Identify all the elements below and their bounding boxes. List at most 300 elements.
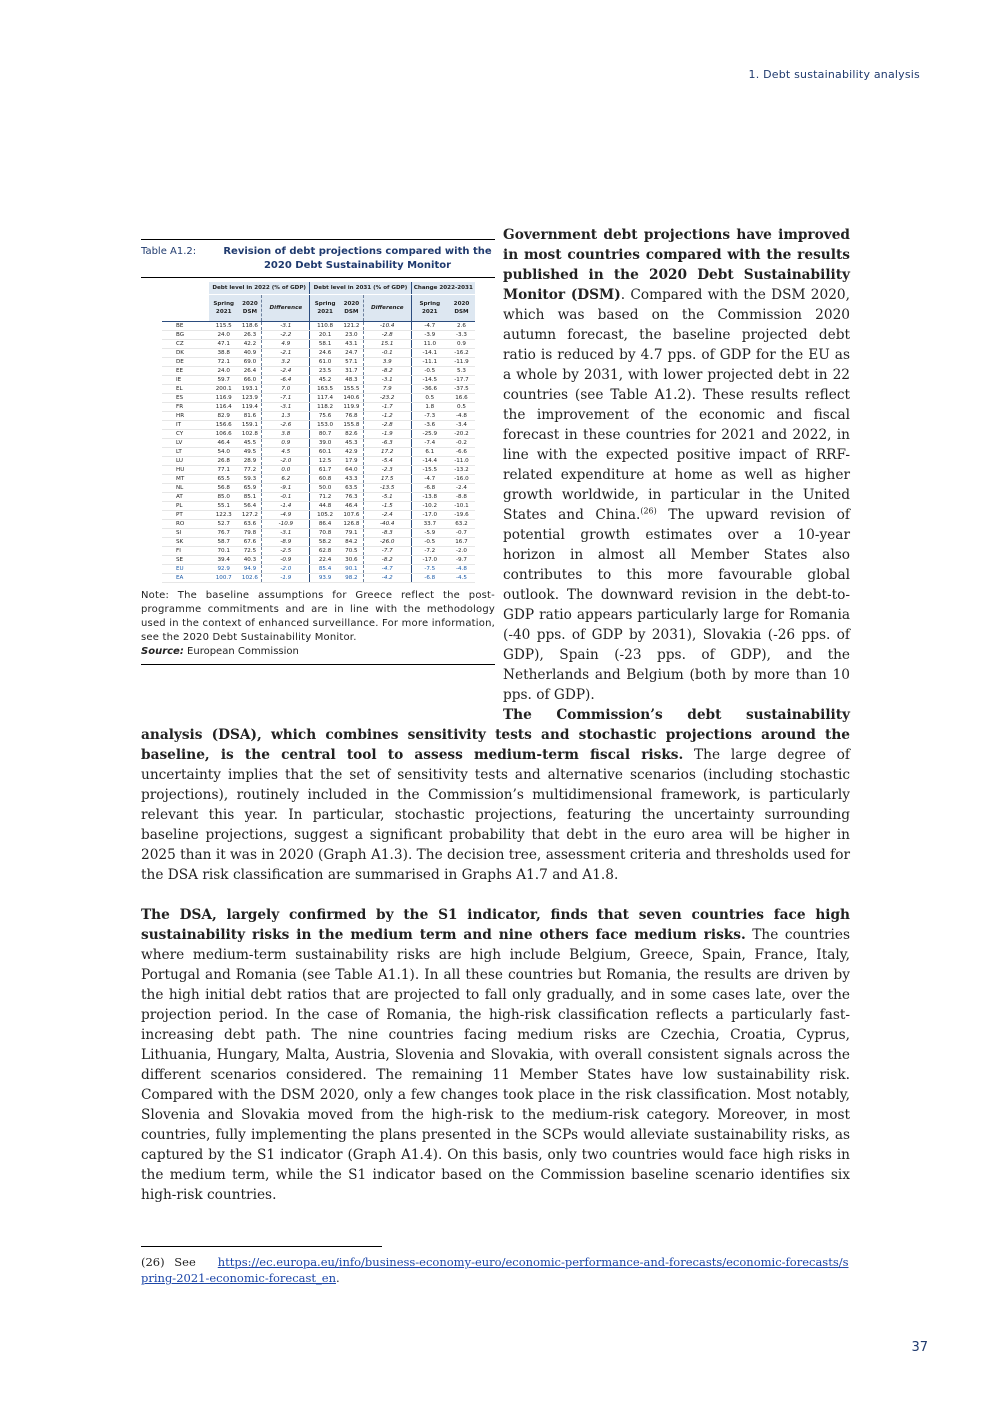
value-cell: -2.4 bbox=[262, 367, 310, 376]
col-2020-dsm: 2020 DSM bbox=[448, 295, 475, 322]
table-row bbox=[162, 403, 475, 412]
value-cell: 67.6 bbox=[238, 538, 261, 547]
value-cell: -8.2 bbox=[363, 367, 411, 376]
country-code-cell: EU bbox=[162, 565, 209, 574]
value-cell: 63.5 bbox=[340, 484, 363, 493]
value-cell: 92.9 bbox=[209, 565, 238, 574]
value-cell: 47.1 bbox=[209, 340, 238, 349]
value-cell: -0.2 bbox=[448, 439, 475, 448]
value-cell: -2.4 bbox=[448, 484, 475, 493]
country-code-cell: LV bbox=[162, 439, 209, 448]
value-cell: 100.7 bbox=[209, 574, 238, 583]
value-cell: -2.3 bbox=[363, 466, 411, 475]
value-cell: -6.3 bbox=[363, 439, 411, 448]
footnote-26 bbox=[141, 1254, 851, 1286]
value-cell: 0.5 bbox=[411, 394, 448, 403]
value-cell: 200.1 bbox=[209, 385, 238, 394]
value-cell: -2.8 bbox=[363, 331, 411, 340]
value-cell: -1.5 bbox=[363, 502, 411, 511]
value-cell: -10.2 bbox=[411, 502, 448, 511]
value-cell: -8.8 bbox=[448, 493, 475, 502]
country-code-cell: DK bbox=[162, 349, 209, 358]
table-row bbox=[162, 448, 475, 457]
value-cell: -37.5 bbox=[448, 385, 475, 394]
value-cell: 4.5 bbox=[262, 448, 310, 457]
value-cell: -4.8 bbox=[448, 412, 475, 421]
value-cell: -14.1 bbox=[411, 349, 448, 358]
table-bottom-rule bbox=[141, 664, 495, 665]
para2-text: The large degree of uncertainty implies that the set of sensitivity tests and alternative scenarios (including stochastic projections), routinely included in the Commission’s multidimensional framework, is particularly relevant this year. In particular, stochastic projections, featuring the uncertainty surrounding baseline projections, suggest a significant probability that debt in the euro area will be higher in 2025 than it was in 2020 (Graph A1.3). The decision tree, assessment criteria and thresholds used for the DSA risk classification are summarised in Graphs A1.7 and A1.8. bbox=[141, 747, 850, 883]
table-caption bbox=[141, 245, 495, 273]
col-2020-dsm: 2020 DSM bbox=[238, 295, 261, 322]
value-cell: 40.9 bbox=[238, 349, 261, 358]
country-code-cell: CZ bbox=[162, 340, 209, 349]
table-row bbox=[162, 331, 475, 340]
value-cell: 80.7 bbox=[310, 430, 340, 439]
value-cell: -11.0 bbox=[448, 457, 475, 466]
country-code-cell: IT bbox=[162, 421, 209, 430]
value-cell: -6.8 bbox=[411, 574, 448, 583]
value-cell: 116.4 bbox=[209, 403, 238, 412]
value-cell: 43.3 bbox=[340, 475, 363, 484]
debt-projection-table bbox=[162, 282, 475, 583]
value-cell: 50.0 bbox=[310, 484, 340, 493]
value-cell: 126.8 bbox=[340, 520, 363, 529]
value-cell: 39.4 bbox=[209, 556, 238, 565]
paragraph-debt-projections bbox=[503, 225, 850, 705]
table-a1-2 bbox=[141, 239, 495, 665]
value-cell: 38.8 bbox=[209, 349, 238, 358]
value-cell: -20.2 bbox=[448, 430, 475, 439]
value-cell: 85.1 bbox=[238, 493, 261, 502]
value-cell: 127.2 bbox=[238, 511, 261, 520]
value-cell: 72.1 bbox=[209, 358, 238, 367]
value-cell: -5.1 bbox=[363, 493, 411, 502]
running-header: 1. Debt sustainability analysis bbox=[748, 68, 920, 81]
value-cell: 12.5 bbox=[310, 457, 340, 466]
value-cell: 55.1 bbox=[209, 502, 238, 511]
footnote-see: See bbox=[174, 1255, 196, 1269]
value-cell: 58.2 bbox=[310, 538, 340, 547]
value-cell: 20.1 bbox=[310, 331, 340, 340]
country-code-cell: EA bbox=[162, 574, 209, 583]
footnote-rule bbox=[141, 1246, 382, 1247]
value-cell: -26.0 bbox=[363, 538, 411, 547]
value-cell: 1.8 bbox=[411, 403, 448, 412]
value-cell: 61.7 bbox=[310, 466, 340, 475]
value-cell: 155.8 bbox=[340, 421, 363, 430]
value-cell: 42.2 bbox=[238, 340, 261, 349]
value-cell: 98.2 bbox=[340, 574, 363, 583]
table-row bbox=[162, 484, 475, 493]
value-cell: -23.2 bbox=[363, 394, 411, 403]
value-cell: 42.9 bbox=[340, 448, 363, 457]
value-cell: 24.7 bbox=[340, 349, 363, 358]
value-cell: 119.4 bbox=[238, 403, 261, 412]
col-spring-2021: Spring 2021 bbox=[310, 295, 340, 322]
value-cell: 76.7 bbox=[209, 529, 238, 538]
value-cell: -4.9 bbox=[262, 511, 310, 520]
value-cell: 60.1 bbox=[310, 448, 340, 457]
value-cell: 64.0 bbox=[340, 466, 363, 475]
footnote-marker: (26) bbox=[141, 1255, 165, 1269]
value-cell: -17.0 bbox=[411, 556, 448, 565]
value-cell: 94.9 bbox=[238, 565, 261, 574]
value-cell: 58.7 bbox=[209, 538, 238, 547]
value-cell: 84.2 bbox=[340, 538, 363, 547]
table-caption-rule bbox=[141, 277, 495, 278]
value-cell: 76.8 bbox=[340, 412, 363, 421]
col-difference: Difference bbox=[262, 295, 310, 322]
country-code-cell: RO bbox=[162, 520, 209, 529]
value-cell: 24.6 bbox=[310, 349, 340, 358]
value-cell: 44.8 bbox=[310, 502, 340, 511]
value-cell: 115.5 bbox=[209, 322, 238, 331]
value-cell: 63.2 bbox=[448, 520, 475, 529]
value-cell: 159.1 bbox=[238, 421, 261, 430]
value-cell: -7.5 bbox=[411, 565, 448, 574]
value-cell: 59.3 bbox=[238, 475, 261, 484]
table-row bbox=[162, 493, 475, 502]
table-row bbox=[162, 376, 475, 385]
table-row bbox=[162, 556, 475, 565]
value-cell: -4.7 bbox=[411, 322, 448, 331]
value-cell: 70.5 bbox=[340, 547, 363, 556]
value-cell: 69.0 bbox=[238, 358, 261, 367]
value-cell: 33.7 bbox=[411, 520, 448, 529]
table-row bbox=[162, 367, 475, 376]
table-source bbox=[141, 645, 495, 659]
country-code-cell: BG bbox=[162, 331, 209, 340]
country-code-cell: BE bbox=[162, 322, 209, 331]
value-cell: -7.4 bbox=[411, 439, 448, 448]
value-cell: -5.9 bbox=[411, 529, 448, 538]
value-cell: 4.9 bbox=[262, 340, 310, 349]
value-cell: 105.2 bbox=[310, 511, 340, 520]
value-cell: 0.9 bbox=[262, 439, 310, 448]
table-title: Revision of debt projections compared with the 2020 Debt Sustainability Monitor bbox=[223, 246, 492, 271]
country-code-cell: AT bbox=[162, 493, 209, 502]
col-spring-2021: Spring 2021 bbox=[411, 295, 448, 322]
value-cell: 82.6 bbox=[340, 430, 363, 439]
value-cell: 6.1 bbox=[411, 448, 448, 457]
value-cell: 71.2 bbox=[310, 493, 340, 502]
col-2020-dsm: 2020 DSM bbox=[340, 295, 363, 322]
value-cell: 3.9 bbox=[363, 358, 411, 367]
table-row bbox=[162, 358, 475, 367]
value-cell: 45.5 bbox=[238, 439, 261, 448]
value-cell: 118.6 bbox=[238, 322, 261, 331]
value-cell: 7.0 bbox=[262, 385, 310, 394]
table-body bbox=[162, 322, 475, 583]
table-row bbox=[162, 439, 475, 448]
value-cell: 46.4 bbox=[209, 439, 238, 448]
value-cell: -4.2 bbox=[363, 574, 411, 583]
value-cell: -0.1 bbox=[363, 349, 411, 358]
value-cell: 59.7 bbox=[209, 376, 238, 385]
value-cell: -15.5 bbox=[411, 466, 448, 475]
value-cell: -10.9 bbox=[262, 520, 310, 529]
value-cell: 193.1 bbox=[238, 385, 261, 394]
paragraph-dsa-risks bbox=[141, 905, 850, 1205]
value-cell: 81.6 bbox=[238, 412, 261, 421]
value-cell: 0.5 bbox=[448, 403, 475, 412]
value-cell: -0.5 bbox=[411, 367, 448, 376]
value-cell: 77.2 bbox=[238, 466, 261, 475]
paragraph-dsa-tool bbox=[141, 705, 850, 885]
table-row bbox=[162, 340, 475, 349]
value-cell: 156.6 bbox=[209, 421, 238, 430]
value-cell: -16.2 bbox=[448, 349, 475, 358]
value-cell: 40.3 bbox=[238, 556, 261, 565]
value-cell: 70.1 bbox=[209, 547, 238, 556]
value-cell: -0.5 bbox=[411, 538, 448, 547]
table-row bbox=[162, 412, 475, 421]
group-header-2022: Debt level in 2022 (% of GDP) bbox=[209, 282, 310, 295]
value-cell: -3.1 bbox=[262, 322, 310, 331]
value-cell: 7.9 bbox=[363, 385, 411, 394]
value-cell: 106.6 bbox=[209, 430, 238, 439]
value-cell: -14.4 bbox=[411, 457, 448, 466]
value-cell: 31.7 bbox=[340, 367, 363, 376]
value-cell: 26.8 bbox=[209, 457, 238, 466]
value-cell: 77.1 bbox=[209, 466, 238, 475]
table-row bbox=[162, 502, 475, 511]
country-code-cell: LT bbox=[162, 448, 209, 457]
value-cell: -7.1 bbox=[262, 394, 310, 403]
value-cell: -1.2 bbox=[363, 412, 411, 421]
value-cell: 117.4 bbox=[310, 394, 340, 403]
value-cell: -7.3 bbox=[411, 412, 448, 421]
value-cell: 107.6 bbox=[340, 511, 363, 520]
value-cell: -3.6 bbox=[411, 421, 448, 430]
value-cell: -3.9 bbox=[411, 331, 448, 340]
value-cell: 24.0 bbox=[209, 331, 238, 340]
page-number: 37 bbox=[911, 1340, 928, 1355]
value-cell: 39.0 bbox=[310, 439, 340, 448]
value-cell: 48.3 bbox=[340, 376, 363, 385]
country-code-cell: EL bbox=[162, 385, 209, 394]
table-row bbox=[162, 322, 475, 331]
value-cell: 16.7 bbox=[448, 538, 475, 547]
value-cell: 15.1 bbox=[363, 340, 411, 349]
value-cell: 163.5 bbox=[310, 385, 340, 394]
value-cell: 153.0 bbox=[310, 421, 340, 430]
para1-text: . Compared with the DSM 2020, which was based on the Commission 2020 autumn forecast, the baseline projected debt ratio is reduced by 4.7 pps. of GDP for the EU as a whole by 2031, with lower projected debt in 22 countries (see Table A1.2). These results reflect the improvement of the economic and fiscal forecast in these countries for 2021 and 2022, in line with the expected positive impact of RRF-related expenditure at home as well as higher growth worldwide, in particular in the United States and China. bbox=[503, 287, 850, 523]
value-cell: -8.9 bbox=[262, 538, 310, 547]
country-code-cell: SI bbox=[162, 529, 209, 538]
value-cell: 60.8 bbox=[310, 475, 340, 484]
value-cell: 23.5 bbox=[310, 367, 340, 376]
value-cell: -2.0 bbox=[262, 565, 310, 574]
value-cell: 30.6 bbox=[340, 556, 363, 565]
value-cell: -14.5 bbox=[411, 376, 448, 385]
value-cell: -3.1 bbox=[363, 376, 411, 385]
value-cell: -2.8 bbox=[363, 421, 411, 430]
table-row bbox=[162, 547, 475, 556]
value-cell: -13.8 bbox=[411, 493, 448, 502]
country-code-cell: SE bbox=[162, 556, 209, 565]
country-code-cell: LU bbox=[162, 457, 209, 466]
value-cell: 58.1 bbox=[310, 340, 340, 349]
col-spring-2021: Spring 2021 bbox=[209, 295, 238, 322]
value-cell: -3.1 bbox=[262, 403, 310, 412]
table-row bbox=[162, 529, 475, 538]
country-code-cell: IE bbox=[162, 376, 209, 385]
country-code-cell: NL bbox=[162, 484, 209, 493]
value-cell: -19.6 bbox=[448, 511, 475, 520]
value-cell: 5.3 bbox=[448, 367, 475, 376]
value-cell: 70.8 bbox=[310, 529, 340, 538]
footnote-link[interactable]: https://ec.europa.eu/info/business-economy-euro/economic-performance-and-forecasts/economic-forecasts/spring-2021-economic-forecast_en bbox=[141, 1255, 849, 1285]
para1-lead: Government debt projections have improved in most countries compared with the results published in the 2020 Debt Sustainability Monitor (DSM) bbox=[503, 227, 850, 303]
value-cell: 1.3 bbox=[262, 412, 310, 421]
value-cell: 65.9 bbox=[238, 484, 261, 493]
para2-lead: The Commission’s debt sustainability analysis (DSA), which combines sensitivity tests and stochastic projections around the baseline, is the central tool to assess medium-term fiscal risks. bbox=[141, 707, 850, 763]
value-cell: 79.1 bbox=[340, 529, 363, 538]
table-top-rule bbox=[141, 239, 495, 240]
value-cell: -6.8 bbox=[411, 484, 448, 493]
value-cell: -4.8 bbox=[448, 565, 475, 574]
value-cell: 102.8 bbox=[238, 430, 261, 439]
value-cell: -3.4 bbox=[448, 421, 475, 430]
value-cell: 45.3 bbox=[340, 439, 363, 448]
table-row bbox=[162, 349, 475, 358]
value-cell: 3.2 bbox=[262, 358, 310, 367]
value-cell: 119.9 bbox=[340, 403, 363, 412]
country-code-cell: ES bbox=[162, 394, 209, 403]
value-cell: 102.6 bbox=[238, 574, 261, 583]
aggregate-row bbox=[162, 574, 475, 583]
table-number: Table A1.2: bbox=[141, 246, 197, 257]
value-cell: 46.4 bbox=[340, 502, 363, 511]
value-cell: -2.4 bbox=[363, 511, 411, 520]
value-cell: -17.0 bbox=[411, 511, 448, 520]
value-cell: 79.8 bbox=[238, 529, 261, 538]
value-cell: -3.1 bbox=[262, 529, 310, 538]
value-cell: 85.0 bbox=[209, 493, 238, 502]
value-cell: -2.1 bbox=[262, 349, 310, 358]
value-cell: 26.4 bbox=[238, 367, 261, 376]
value-cell: 116.9 bbox=[209, 394, 238, 403]
value-cell: -1.9 bbox=[363, 430, 411, 439]
value-cell: 62.8 bbox=[310, 547, 340, 556]
value-cell: -6.4 bbox=[262, 376, 310, 385]
value-cell: -16.0 bbox=[448, 475, 475, 484]
value-cell: 11.0 bbox=[411, 340, 448, 349]
table-row bbox=[162, 511, 475, 520]
value-cell: 0.0 bbox=[262, 466, 310, 475]
value-cell: 57.1 bbox=[340, 358, 363, 367]
table-row bbox=[162, 457, 475, 466]
value-cell: 3.8 bbox=[262, 430, 310, 439]
country-code-cell: SK bbox=[162, 538, 209, 547]
country-code-cell: EE bbox=[162, 367, 209, 376]
country-code-cell: PT bbox=[162, 511, 209, 520]
value-cell: -0.7 bbox=[448, 529, 475, 538]
country-code-cell: DE bbox=[162, 358, 209, 367]
para1-text-cont: The upward revision of potential growth estimates over a 10-year horizon in almost all Member States also contributes to this more favourable global outlook. The downward revision in the debt-to-GDP ratio appears particularly large for Romania (-40 pps. of GDP by 2031), Slovakia (-26 pps. of GDP), Spain (-23 pps. of GDP), and the Netherlands and Belgium (both by more than 10 pps. of GDP). bbox=[503, 507, 850, 703]
value-cell: -4.7 bbox=[363, 565, 411, 574]
value-cell: 122.3 bbox=[209, 511, 238, 520]
value-cell: -2.2 bbox=[262, 331, 310, 340]
value-cell: -2.6 bbox=[262, 421, 310, 430]
value-cell: -11.9 bbox=[448, 358, 475, 367]
value-cell: 2.6 bbox=[448, 322, 475, 331]
footnote-ref-26[interactable]: (26) bbox=[640, 506, 657, 516]
value-cell: -1.4 bbox=[262, 502, 310, 511]
value-cell: 17.5 bbox=[363, 475, 411, 484]
value-cell: -8.3 bbox=[363, 529, 411, 538]
value-cell: -4.7 bbox=[411, 475, 448, 484]
value-cell: 121.2 bbox=[340, 322, 363, 331]
para3-lead: The DSA, largely confirmed by the S1 indicator, finds that seven countries face high sustainability risks in the medium term and nine others face medium risks. bbox=[141, 907, 850, 943]
table-row bbox=[162, 538, 475, 547]
table-row bbox=[162, 385, 475, 394]
value-cell: 24.0 bbox=[209, 367, 238, 376]
value-cell: 22.4 bbox=[310, 556, 340, 565]
country-code-cell: FR bbox=[162, 403, 209, 412]
value-cell: 86.4 bbox=[310, 520, 340, 529]
value-cell: 0.9 bbox=[448, 340, 475, 349]
value-cell: -9.7 bbox=[448, 556, 475, 565]
country-code-cell: PL bbox=[162, 502, 209, 511]
table-note: Note: The baseline assumptions for Greece reflect the post-programme commitments and are in line with the methodology used in the context of enhanced surveillance. For more information, see the 2020 Debt Sustainability Monitor. bbox=[141, 590, 495, 643]
value-cell: -13.2 bbox=[448, 466, 475, 475]
value-cell: -7.2 bbox=[411, 547, 448, 556]
value-cell: 56.4 bbox=[238, 502, 261, 511]
value-cell: 118.2 bbox=[310, 403, 340, 412]
value-cell: 140.6 bbox=[340, 394, 363, 403]
value-cell: -7.7 bbox=[363, 547, 411, 556]
value-cell: -25.9 bbox=[411, 430, 448, 439]
country-code-cell: HU bbox=[162, 466, 209, 475]
group-header-change: Change 2022-2031 bbox=[411, 282, 475, 295]
value-cell: -1.7 bbox=[363, 403, 411, 412]
value-cell: 17.9 bbox=[340, 457, 363, 466]
value-cell: 54.0 bbox=[209, 448, 238, 457]
source-label: Source: bbox=[141, 646, 184, 657]
value-cell: -13.5 bbox=[363, 484, 411, 493]
value-cell: -8.2 bbox=[363, 556, 411, 565]
value-cell: -0.1 bbox=[262, 493, 310, 502]
value-cell: 82.9 bbox=[209, 412, 238, 421]
value-cell: -4.5 bbox=[448, 574, 475, 583]
value-cell: 155.5 bbox=[340, 385, 363, 394]
value-cell: 28.9 bbox=[238, 457, 261, 466]
value-cell: -1.9 bbox=[262, 574, 310, 583]
value-cell: -2.0 bbox=[262, 457, 310, 466]
value-cell: -10.4 bbox=[363, 322, 411, 331]
value-cell: 76.3 bbox=[340, 493, 363, 502]
value-cell: 6.2 bbox=[262, 475, 310, 484]
table-row bbox=[162, 466, 475, 475]
value-cell: -2.5 bbox=[262, 547, 310, 556]
value-cell: 52.7 bbox=[209, 520, 238, 529]
value-cell: -5.4 bbox=[363, 457, 411, 466]
value-cell: -36.6 bbox=[411, 385, 448, 394]
country-code-cell: HR bbox=[162, 412, 209, 421]
value-cell: -6.6 bbox=[448, 448, 475, 457]
table-row bbox=[162, 421, 475, 430]
value-cell: 17.2 bbox=[363, 448, 411, 457]
value-cell: 23.0 bbox=[340, 331, 363, 340]
value-cell: -2.0 bbox=[448, 547, 475, 556]
value-cell: 49.5 bbox=[238, 448, 261, 457]
value-cell: -9.1 bbox=[262, 484, 310, 493]
value-cell: 93.9 bbox=[310, 574, 340, 583]
value-cell: 110.8 bbox=[310, 322, 340, 331]
